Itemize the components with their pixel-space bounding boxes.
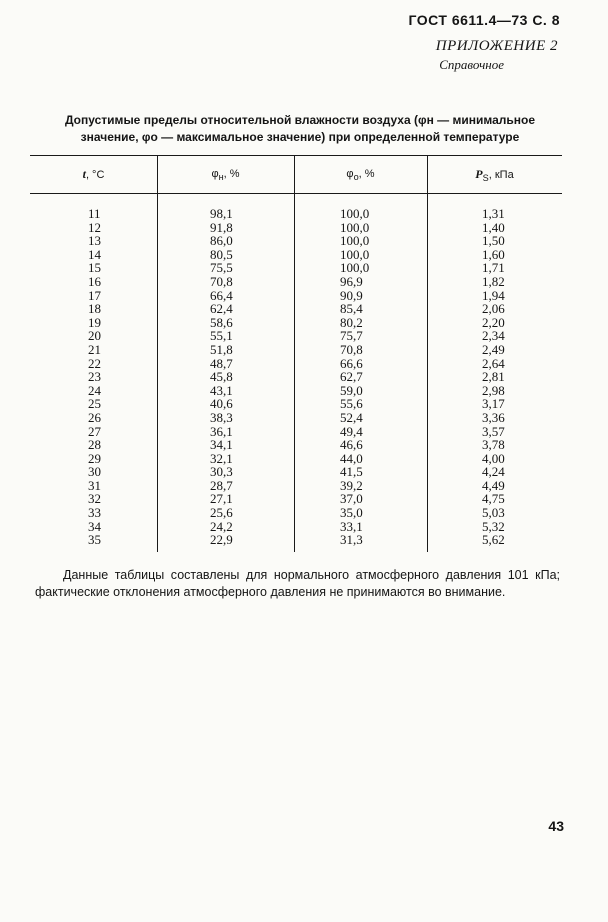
table-row <box>30 234 562 248</box>
cell-pressure: 4,24 <box>482 464 505 480</box>
cell-temperature: 16 <box>88 273 101 289</box>
cell-humidity-max: 70,8 <box>340 341 363 357</box>
cell-pressure: 5,03 <box>482 505 505 521</box>
cell-temperature: 21 <box>88 341 101 357</box>
cell-humidity-max: 52,4 <box>340 409 363 425</box>
cell-temperature: 35 <box>88 532 101 548</box>
column-header-temperature: t, °C <box>82 167 105 181</box>
table-row <box>30 520 562 534</box>
cell-pressure: 2,49 <box>482 341 505 357</box>
cell-pressure: 1,94 <box>482 287 505 303</box>
table-row <box>30 343 562 357</box>
cell-humidity-max: 39,2 <box>340 477 363 493</box>
cell-pressure: 2,20 <box>482 314 505 330</box>
cell-temperature: 28 <box>88 437 101 453</box>
cell-pressure: 1,60 <box>482 246 505 262</box>
table-row <box>30 492 562 506</box>
table-row <box>30 397 562 411</box>
cell-humidity-max: 33,1 <box>340 518 363 534</box>
cell-humidity-max: 59,0 <box>340 382 363 398</box>
cell-humidity-min: 30,3 <box>210 464 233 480</box>
cell-pressure: 1,40 <box>482 219 505 235</box>
cell-temperature: 29 <box>88 450 101 466</box>
cell-pressure: 3,78 <box>482 437 505 453</box>
table-row <box>30 370 562 384</box>
cell-humidity-max: 90,9 <box>340 287 363 303</box>
table-row <box>30 533 562 547</box>
cell-pressure: 5,62 <box>482 532 505 548</box>
humidity-table <box>30 155 562 552</box>
cell-humidity-max: 44,0 <box>340 450 363 466</box>
cell-temperature: 14 <box>88 246 101 262</box>
table-body <box>30 207 562 547</box>
table-row <box>30 261 562 275</box>
table-row <box>30 384 562 398</box>
cell-humidity-min: 38,3 <box>210 409 233 425</box>
cell-temperature: 22 <box>88 355 101 371</box>
table-row <box>30 329 562 343</box>
cell-humidity-max: 85,4 <box>340 301 363 317</box>
cell-humidity-min: 25,6 <box>210 505 233 521</box>
cell-temperature: 13 <box>88 233 101 249</box>
table-row <box>30 289 562 303</box>
column-header-pressure: $P_S$, кПа <box>475 167 514 184</box>
cell-humidity-min: 45,8 <box>210 369 233 385</box>
cell-humidity-min: 70,8 <box>210 273 233 289</box>
cell-temperature: 31 <box>88 477 101 493</box>
cell-humidity-max: 46,6 <box>340 437 363 453</box>
cell-humidity-min: 98,1 <box>210 206 233 221</box>
cell-humidity-max: 37,0 <box>340 491 363 507</box>
cell-humidity-max: 35,0 <box>340 505 363 521</box>
cell-humidity-max: 55,6 <box>340 396 363 412</box>
cell-pressure: 4,75 <box>482 491 505 507</box>
table-row <box>30 452 562 466</box>
table-row <box>30 506 562 520</box>
cell-humidity-min: 66,4 <box>210 287 233 303</box>
cell-temperature: 34 <box>88 518 101 534</box>
cell-humidity-min: 48,7 <box>210 355 233 371</box>
cell-humidity-max: 41,5 <box>340 464 363 480</box>
cell-humidity-max: 49,4 <box>340 423 363 439</box>
cell-pressure: 3,57 <box>482 423 505 439</box>
table-header-rule <box>30 193 562 194</box>
cell-humidity-min: 28,7 <box>210 477 233 493</box>
column-header-humidity-max: $\varphi_о$, % <box>346 168 375 183</box>
cell-humidity-min: 27,1 <box>210 491 233 507</box>
cell-humidity-min: 55,1 <box>210 328 233 344</box>
cell-humidity-max: 75,7 <box>340 328 363 344</box>
table-row <box>30 465 562 479</box>
cell-humidity-min: 86,0 <box>210 233 233 249</box>
cell-humidity-max: 96,9 <box>340 273 363 289</box>
cell-temperature: 30 <box>88 464 101 480</box>
cell-pressure: 3,36 <box>482 409 505 425</box>
table-top-rule <box>30 155 562 156</box>
table-row <box>30 248 562 262</box>
cell-humidity-max: 66,6 <box>340 355 363 371</box>
cell-humidity-min: 51,8 <box>210 341 233 357</box>
table-row <box>30 207 562 221</box>
cell-humidity-min: 24,2 <box>210 518 233 534</box>
table-row <box>30 302 562 316</box>
cell-temperature: 24 <box>88 382 101 398</box>
cell-pressure: 4,00 <box>482 450 505 466</box>
table-row <box>30 425 562 439</box>
table-row <box>30 357 562 371</box>
cell-humidity-max: 100,0 <box>340 260 370 276</box>
cell-humidity-min: 43,1 <box>210 382 233 398</box>
cell-temperature: 15 <box>88 260 101 276</box>
cell-humidity-max: 100,0 <box>340 219 370 235</box>
table-row <box>30 438 562 452</box>
table-row <box>30 411 562 425</box>
table-row <box>30 221 562 235</box>
page-number: 43 <box>548 818 564 834</box>
cell-temperature: 32 <box>88 491 101 507</box>
table-row <box>30 479 562 493</box>
cell-temperature: 19 <box>88 314 101 330</box>
cell-temperature: 33 <box>88 505 101 521</box>
appendix-note: Справочное <box>439 57 504 72</box>
cell-pressure: 2,06 <box>482 301 505 317</box>
table-caption: Допустимые пределы относительной влажности воздуха (φн — минимальное значение, φо — максимальное значение) при определенной температуре <box>64 113 536 144</box>
footnote: Данные таблицы составлены для нормального атмосферного давления 101 кПа; фактические отклонения атмосферного давления не принимаются во внимание. <box>35 568 560 599</box>
cell-humidity-max: 100,0 <box>340 206 370 221</box>
cell-pressure: 2,98 <box>482 382 505 398</box>
cell-humidity-min: 36,1 <box>210 423 233 439</box>
cell-pressure: 1,71 <box>482 260 505 276</box>
cell-pressure: 1,82 <box>482 273 505 289</box>
cell-humidity-min: 80,5 <box>210 246 233 262</box>
cell-humidity-max: 31,3 <box>340 532 363 548</box>
cell-humidity-max: 80,2 <box>340 314 363 330</box>
cell-humidity-min: 34,1 <box>210 437 233 453</box>
cell-humidity-min: 32,1 <box>210 450 233 466</box>
cell-pressure: 4,49 <box>482 477 505 493</box>
cell-pressure: 2,34 <box>482 328 505 344</box>
cell-pressure: 5,32 <box>482 518 505 534</box>
cell-humidity-max: 100,0 <box>340 233 370 249</box>
standard-header: ГОСТ 6611.4—73 С. 8 <box>408 12 560 28</box>
cell-temperature: 18 <box>88 301 101 317</box>
column-header-humidity-min: $\varphi_н$, % <box>211 168 240 183</box>
appendix-title: ПРИЛОЖЕНИЕ 2 <box>435 38 558 54</box>
cell-temperature: 17 <box>88 287 101 303</box>
cell-humidity-min: 58,6 <box>210 314 233 330</box>
table-row <box>30 316 562 330</box>
cell-humidity-min: 75,5 <box>210 260 233 276</box>
cell-temperature: 26 <box>88 409 101 425</box>
cell-pressure: 2,64 <box>482 355 505 371</box>
table-row <box>30 275 562 289</box>
cell-pressure: 1,31 <box>482 206 505 221</box>
cell-humidity-min: 22,9 <box>210 532 233 548</box>
cell-pressure: 1,50 <box>482 233 505 249</box>
cell-temperature: 12 <box>88 219 101 235</box>
cell-pressure: 3,17 <box>482 396 505 412</box>
cell-humidity-min: 91,8 <box>210 219 233 235</box>
cell-humidity-max: 62,7 <box>340 369 363 385</box>
cell-humidity-max: 100,0 <box>340 246 370 262</box>
cell-temperature: 20 <box>88 328 101 344</box>
cell-temperature: 11 <box>88 206 101 221</box>
cell-temperature: 25 <box>88 396 101 412</box>
cell-temperature: 27 <box>88 423 101 439</box>
cell-temperature: 23 <box>88 369 101 385</box>
cell-pressure: 2,81 <box>482 369 505 385</box>
cell-humidity-min: 40,6 <box>210 396 233 412</box>
cell-humidity-min: 62,4 <box>210 301 233 317</box>
